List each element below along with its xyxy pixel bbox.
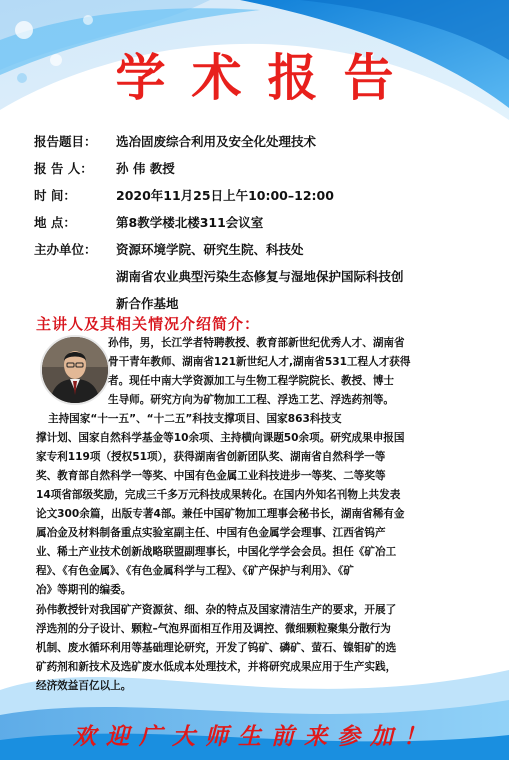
bio-line: 者。现任中南大学资源加工与生物工程学院院长、教授、博士 (108, 375, 395, 387)
speaker-portrait-icon (42, 337, 108, 403)
time-value: 2020年11月25日上午10:00–12:00 (116, 188, 334, 203)
bio-line: 骨干青年教师、湖南省121新世纪人才,湖南省531工程人才获得 (108, 356, 411, 368)
bio-line: 孙伟，男，长江学者特聘教授、教育部新世纪优秀人才、湖南省 (108, 337, 405, 349)
organizer-value-1: 资源环境学院、研究生院、科技处 (116, 242, 304, 257)
place-label: 地 点： (34, 215, 76, 230)
bio-line: 主持国家“十一五”、“十二五”科技支撑项目、国家863科技支 (48, 413, 342, 425)
bio-line: 家专利119项（授权51项），获得湖南省创新团队奖、湖南省自然科学一等 (36, 451, 386, 463)
speaker-label: 报 告 人： (34, 161, 93, 176)
place-row (34, 209, 494, 236)
bio-line: 撑计划、国家自然科学基金等10余项、主持横向课题50余项。研究成果申报国 (36, 432, 405, 444)
bio-line: 论文300余篇，出版专著4部。兼任中国矿物加工理事会秘书长，湖南省稀有金 (36, 508, 405, 520)
organizer-row-2 (34, 263, 494, 290)
speaker-photo (40, 335, 110, 405)
bio-line: 机制、废水循环利用等基础理论研究，开发了钨矿、磷矿、萤石、镍钼矿的选 (36, 642, 397, 654)
organizer-label: 主办单位： (34, 242, 97, 257)
welcome-banner: 欢迎广大师生前来参加！ (73, 723, 436, 750)
event-info (34, 128, 494, 317)
poster-title: 学术报告 (115, 48, 420, 107)
bio-line: 业、稀土产业技术创新战略联盟副理事长，中国化学学会会员。担任《矿冶工 (36, 546, 397, 558)
organizer-row (34, 236, 494, 263)
bio-line: 属冶金及材料制备重点实验室副主任、中国有色金属学会理事、江西省钨产 (36, 527, 386, 539)
speaker-row (34, 155, 494, 182)
time-label: 时 间： (34, 188, 76, 203)
bio-line: 14项省部级奖励，完成三千多万元科技成果转化。在国内外知名刊物上共发表 (36, 489, 401, 501)
bio-line: 冶》等期刊的编委。 (36, 584, 132, 596)
bio-line: 经济效益百亿以上。 (36, 680, 132, 692)
bio-line: 程》、《有色金属》、《有色金属科学与工程》、《矿产保护与利用》、《矿 (36, 565, 354, 577)
bio-line: 孙伟教授针对我国矿产资源贫、细、杂的特点及国家清洁生产的要求，开展了 (36, 604, 397, 616)
place-value: 第8教学楼北楼311会议室 (116, 215, 264, 230)
topic-row (34, 128, 494, 155)
speaker-intro-heading: 主讲人及其相关情况介绍简介： (36, 315, 261, 333)
bio-line: 矿药剂和新技术及选矿废水低成本处理技术，并将研究成果应用于生产实践， (36, 661, 397, 673)
topic-label: 报告题目： (34, 134, 97, 149)
topic-value: 选冶固废综合利用及安全化处理技术 (116, 134, 317, 149)
speaker-value: 孙 伟 教授 (116, 161, 175, 176)
organizer-value-3: 新合作基地 (116, 296, 179, 311)
bio-line: 奖、教育部自然科学一等奖、中国有色金属工业科技进步一等奖、二等奖等 (36, 470, 386, 482)
organizer-value-2: 湖南省农业典型污染生态修复与湿地保护国际科技创 (116, 269, 404, 284)
bio-line: 浮选剂的分子设计、颗粒–气泡界面相互作用及调控、微细颗粒聚集分散行为 (36, 623, 391, 635)
time-row (34, 182, 494, 209)
bio-line: 生导师。研究方向为矿物加工工程、浮选工艺、浮选药剂等。 (108, 394, 395, 406)
